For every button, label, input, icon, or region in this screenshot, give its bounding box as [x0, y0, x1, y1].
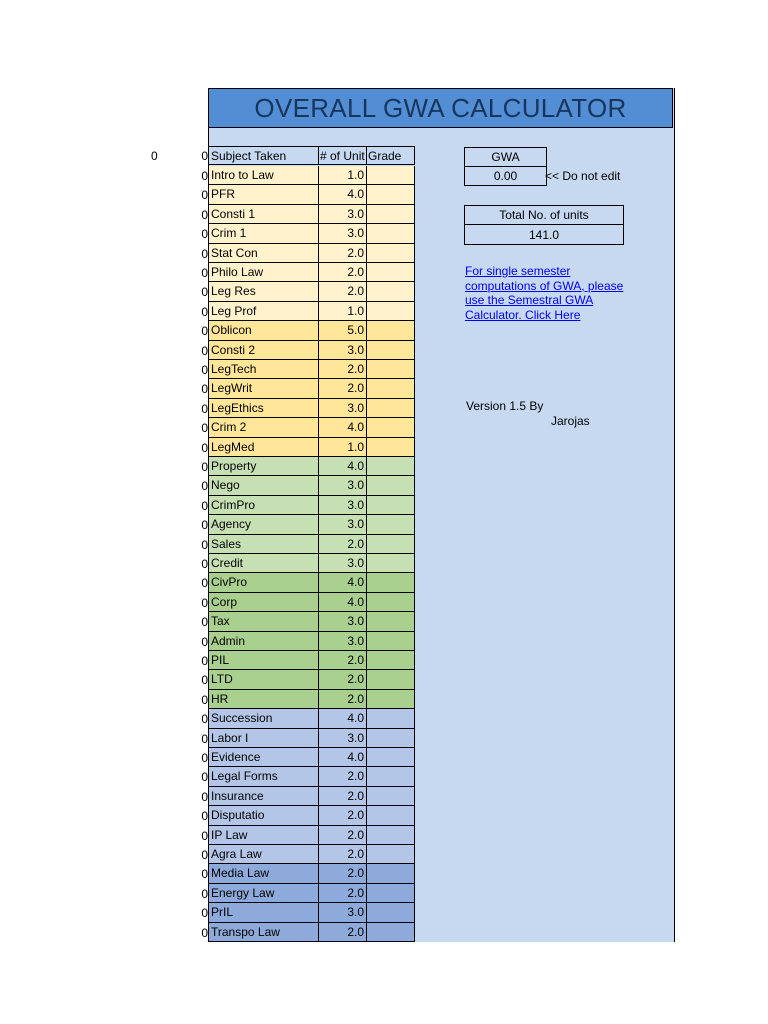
subject-cell[interactable]: PFR	[208, 185, 318, 204]
grade-cell[interactable]	[366, 476, 415, 495]
grade-cell[interactable]	[366, 593, 415, 612]
grade-cell[interactable]	[366, 399, 415, 418]
subject-cell[interactable]: Leg Prof	[208, 302, 318, 321]
grade-cell[interactable]	[366, 282, 415, 301]
units-cell[interactable]: 2.0	[318, 806, 366, 825]
row-marker: 0	[201, 828, 208, 843]
units-cell[interactable]: 4.0	[318, 748, 366, 767]
row-marker: 0	[201, 479, 208, 494]
total-units-value[interactable]: 141.0	[464, 224, 624, 245]
grade-cell[interactable]	[366, 457, 415, 476]
row-marker: 0	[201, 595, 208, 610]
grade-cell[interactable]	[366, 806, 415, 825]
header-grade: Grade	[366, 146, 415, 165]
units-cell[interactable]: 2.0	[318, 767, 366, 786]
row-marker: 0	[201, 285, 208, 300]
table-row	[208, 515, 415, 534]
table-row	[208, 399, 415, 418]
table-row	[208, 321, 415, 340]
subject-cell[interactable]: Insurance	[208, 787, 318, 806]
units-cell[interactable]: 3.0	[318, 903, 366, 922]
header-units: # of Unit	[318, 146, 366, 165]
subject-cell[interactable]: Oblicon	[208, 321, 318, 340]
version-label: Version 1.5 By	[466, 399, 544, 413]
grade-cell[interactable]	[366, 360, 415, 379]
subject-cell[interactable]: Crim 2	[208, 418, 318, 437]
units-cell[interactable]: 2.0	[318, 535, 366, 554]
grade-cell[interactable]	[366, 709, 415, 728]
grade-cell[interactable]	[366, 612, 415, 631]
row-marker: 0	[201, 809, 208, 824]
subject-cell[interactable]: Consti 1	[208, 205, 318, 224]
subject-cell[interactable]: Consti 2	[208, 341, 318, 360]
row-marker: 0	[201, 906, 208, 921]
table-row	[208, 379, 415, 398]
author-name: Jarojas	[551, 414, 590, 428]
row-marker: 0	[201, 712, 208, 727]
row-marker: 0	[201, 751, 208, 765]
grade-cell[interactable]	[366, 845, 415, 864]
subject-cell[interactable]: HR	[208, 690, 318, 709]
stray-zero-cell[interactable]: 0	[151, 149, 158, 163]
table-row	[208, 573, 415, 592]
table-row	[208, 554, 415, 573]
table-row	[208, 244, 415, 263]
table-row	[208, 632, 415, 651]
total-units-label: Total No. of units	[464, 205, 624, 225]
table-row	[208, 612, 415, 631]
page-title: OVERALL GWA CALCULATOR	[208, 88, 673, 128]
grade-cell[interactable]	[366, 903, 415, 922]
table-row	[208, 748, 415, 767]
table-row	[208, 302, 415, 321]
row-marker: 0	[201, 324, 208, 339]
units-cell[interactable]: 3.0	[318, 632, 366, 651]
row-marker: 0	[201, 149, 208, 163]
table-row	[208, 923, 415, 942]
units-cell[interactable]: 3.0	[318, 496, 366, 515]
row-marker: 0	[201, 692, 208, 707]
units-cell[interactable]: 3.0	[318, 205, 366, 224]
subject-cell[interactable]: LegMed	[208, 438, 318, 457]
table-row	[208, 438, 415, 457]
units-cell[interactable]: 3.0	[318, 554, 366, 573]
units-cell[interactable]: 2.0	[318, 263, 366, 282]
row-marker: 0	[201, 731, 208, 746]
table-row	[208, 166, 415, 185]
units-cell[interactable]: 2.0	[318, 845, 366, 864]
row-marker: 0	[201, 304, 208, 319]
subject-cell[interactable]: Labor I	[208, 729, 318, 748]
units-cell[interactable]: 3.0	[318, 341, 366, 360]
grade-cell[interactable]	[366, 554, 415, 573]
grade-cell[interactable]	[366, 496, 415, 515]
units-cell[interactable]: 4.0	[318, 418, 366, 437]
subject-cell[interactable]: Succession	[208, 709, 318, 728]
grade-cell[interactable]	[366, 787, 415, 806]
subject-cell[interactable]: LegWrit	[208, 379, 318, 398]
units-cell[interactable]: 5.0	[318, 321, 366, 340]
row-marker: 0	[201, 169, 208, 183]
table-row	[208, 476, 415, 495]
subject-cell[interactable]: LegEthics	[208, 399, 318, 418]
grade-cell[interactable]	[366, 341, 415, 360]
row-marker: 0	[201, 343, 208, 358]
table-row	[208, 282, 415, 301]
grade-cell[interactable]	[366, 515, 415, 534]
semestral-calculator-link[interactable]: For single semester computations of GWA, please use the Semestral GWA Calculator. Click Here	[465, 264, 624, 322]
subject-cell[interactable]: CrimPro	[208, 496, 318, 515]
grade-cell[interactable]	[366, 263, 415, 282]
row-marker: 0	[201, 518, 208, 533]
grade-cell[interactable]	[366, 535, 415, 554]
row-marker: 0	[201, 615, 208, 630]
subject-cell[interactable]: CivPro	[208, 573, 318, 592]
units-cell[interactable]: 3.0	[318, 399, 366, 418]
subject-cell[interactable]: Property	[208, 457, 318, 476]
row-marker: 0	[201, 440, 208, 455]
units-cell[interactable]: 2.0	[318, 787, 366, 806]
units-cell[interactable]: 1.0	[318, 302, 366, 321]
units-cell[interactable]: 3.0	[318, 224, 366, 243]
table-row	[208, 651, 415, 670]
table-row	[208, 496, 415, 515]
table-row	[208, 224, 415, 243]
grade-cell[interactable]	[366, 632, 415, 651]
table-row	[208, 593, 415, 612]
units-cell[interactable]: 1.0	[318, 438, 366, 457]
table-row	[208, 690, 415, 709]
grade-cell[interactable]	[366, 438, 415, 457]
units-cell[interactable]: 2.0	[318, 923, 366, 942]
table-row	[208, 205, 415, 224]
grade-cell[interactable]	[366, 670, 415, 689]
units-cell[interactable]: 2.0	[318, 690, 366, 709]
subject-cell[interactable]: IP Law	[208, 826, 318, 845]
row-marker: 0	[201, 634, 208, 649]
gwa-value[interactable]: 0.00	[464, 166, 547, 186]
row-marker: 0	[201, 498, 208, 513]
units-cell[interactable]: 4.0	[318, 709, 366, 728]
subject-cell[interactable]: Agency	[208, 515, 318, 534]
subject-cell[interactable]: Philo Law	[208, 263, 318, 282]
subject-cell[interactable]: Agra Law	[208, 845, 318, 864]
gwa-label: GWA	[464, 147, 547, 167]
units-cell[interactable]: 4.0	[318, 573, 366, 592]
row-marker: 0	[201, 673, 208, 688]
units-cell[interactable]: 2.0	[318, 244, 366, 263]
table-row	[208, 457, 415, 476]
row-marker: 0	[201, 537, 208, 552]
grade-cell[interactable]	[366, 864, 415, 883]
table-row	[208, 903, 415, 922]
subject-cell[interactable]: Nego	[208, 476, 318, 495]
row-marker: 0	[201, 207, 208, 222]
subject-cell[interactable]: Admin	[208, 632, 318, 651]
units-cell[interactable]: 3.0	[318, 729, 366, 748]
table-row	[208, 709, 415, 728]
units-cell[interactable]: 2.0	[318, 826, 366, 845]
subject-cell[interactable]: Sales	[208, 535, 318, 554]
table-header-row	[208, 146, 415, 165]
subject-cell[interactable]: Evidence	[208, 748, 318, 767]
subject-cell[interactable]: LTD	[208, 670, 318, 689]
row-marker: 0	[201, 867, 208, 882]
do-not-edit-note: << Do not edit	[545, 169, 621, 183]
subject-cell[interactable]: Tax	[208, 612, 318, 631]
units-cell[interactable]: 2.0	[318, 360, 366, 379]
table-row	[208, 535, 415, 554]
subject-cell[interactable]: Disputatio	[208, 806, 318, 825]
grade-cell[interactable]	[366, 166, 415, 185]
table-row	[208, 185, 415, 204]
table-row	[208, 360, 415, 379]
row-marker: 0	[201, 401, 208, 416]
row-marker: 0	[201, 654, 208, 668]
grade-cell[interactable]	[366, 729, 415, 748]
subject-cell[interactable]: Leg Res	[208, 282, 318, 301]
subject-cell[interactable]: Energy Law	[208, 884, 318, 903]
grade-cell[interactable]	[366, 748, 415, 767]
units-cell[interactable]: 1.0	[318, 166, 366, 185]
grade-cell[interactable]	[366, 884, 415, 903]
grade-cell[interactable]	[366, 379, 415, 398]
row-marker: 0	[201, 848, 208, 862]
subject-cell[interactable]: Crim 1	[208, 224, 318, 243]
grade-cell[interactable]	[366, 573, 415, 592]
units-cell[interactable]: 2.0	[318, 651, 366, 670]
units-cell[interactable]: 2.0	[318, 379, 366, 398]
units-cell[interactable]: 2.0	[318, 282, 366, 301]
subject-cell[interactable]: Legal Forms	[208, 767, 318, 786]
table-row	[208, 767, 415, 786]
grade-cell[interactable]	[366, 651, 415, 670]
table-row	[208, 864, 415, 883]
grade-cell[interactable]	[366, 321, 415, 340]
subject-cell[interactable]: PIL	[208, 651, 318, 670]
table-row	[208, 826, 415, 845]
units-cell[interactable]: 2.0	[318, 884, 366, 903]
table-row	[208, 670, 415, 689]
row-marker: 0	[201, 227, 208, 242]
grade-cell[interactable]	[366, 923, 415, 942]
row-marker: 0	[201, 886, 208, 901]
header-subject: Subject Taken	[208, 146, 318, 165]
grade-cell[interactable]	[366, 767, 415, 786]
table-row	[208, 418, 415, 437]
grade-cell[interactable]	[366, 244, 415, 263]
table-row	[208, 341, 415, 360]
row-marker: 0	[201, 188, 208, 203]
subject-cell[interactable]: Media Law	[208, 864, 318, 883]
units-cell[interactable]: 4.0	[318, 185, 366, 204]
row-marker: 0	[201, 770, 208, 785]
grade-cell[interactable]	[366, 418, 415, 437]
subject-cell[interactable]: Transpo Law	[208, 923, 318, 942]
row-marker: 0	[201, 421, 208, 436]
units-cell[interactable]: 3.0	[318, 476, 366, 495]
grade-cell[interactable]	[366, 690, 415, 709]
row-marker: 0	[201, 266, 208, 280]
grade-cell[interactable]	[366, 826, 415, 845]
grade-cell[interactable]	[366, 185, 415, 204]
subject-cell[interactable]: Stat Con	[208, 244, 318, 263]
table-row	[208, 263, 415, 282]
units-cell[interactable]: 4.0	[318, 457, 366, 476]
units-cell[interactable]: 4.0	[318, 593, 366, 612]
row-marker: 0	[201, 382, 208, 397]
grade-cell[interactable]	[366, 224, 415, 243]
table-row	[208, 787, 415, 806]
row-marker: 0	[201, 557, 208, 571]
subject-cell[interactable]: Corp	[208, 593, 318, 612]
subject-cell[interactable]: LegTech	[208, 360, 318, 379]
subject-cell[interactable]: Intro to Law	[208, 166, 318, 185]
units-cell[interactable]: 2.0	[318, 864, 366, 883]
subject-cell[interactable]: Credit	[208, 554, 318, 573]
units-cell[interactable]: 3.0	[318, 612, 366, 631]
row-marker: 0	[201, 789, 208, 804]
grade-cell[interactable]	[366, 302, 415, 321]
table-row	[208, 729, 415, 748]
units-cell[interactable]: 2.0	[318, 670, 366, 689]
subject-cell[interactable]: PrIL	[208, 903, 318, 922]
row-marker: 0	[201, 576, 208, 591]
units-cell[interactable]: 3.0	[318, 515, 366, 534]
row-marker: 0	[201, 246, 208, 261]
row-marker: 0	[201, 925, 208, 940]
row-marker: 0	[201, 460, 208, 474]
grade-cell[interactable]	[366, 205, 415, 224]
table-row	[208, 845, 415, 864]
row-marker: 0	[201, 363, 208, 377]
table-row	[208, 806, 415, 825]
table-row	[208, 884, 415, 903]
